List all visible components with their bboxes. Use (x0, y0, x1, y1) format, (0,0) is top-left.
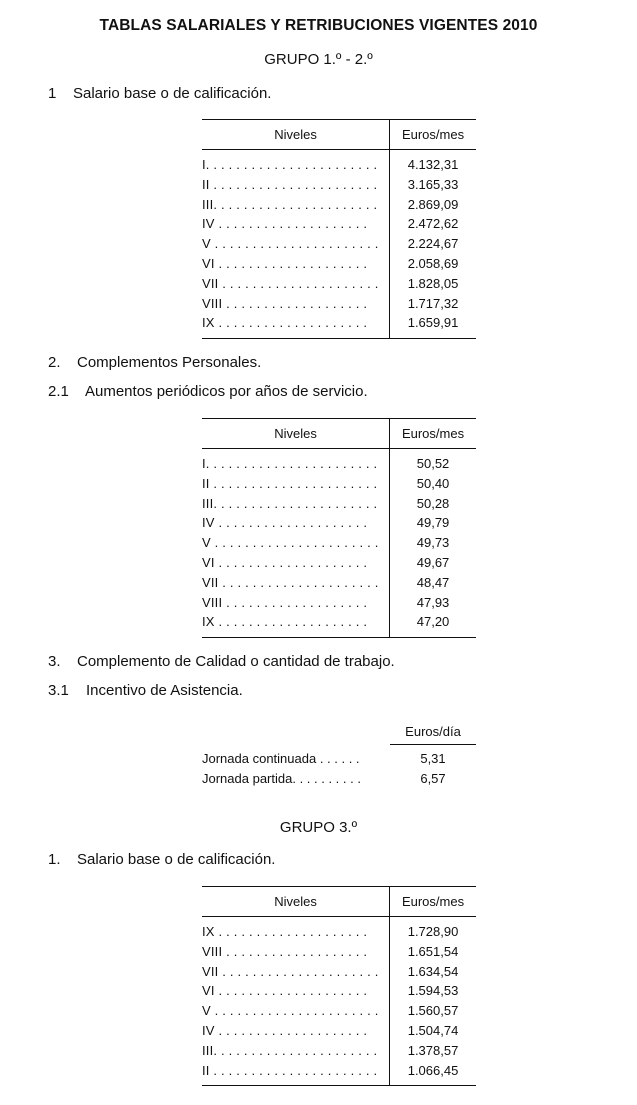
level-cell (202, 274, 390, 294)
level-label: V . . . . . . . . . . . . . . . . . . . . . . (202, 535, 379, 551)
level-cell (202, 981, 390, 1001)
amount-cell: 2.058,69 (407, 255, 459, 271)
amount-cell: 49,79 (416, 515, 450, 531)
amount-cell: 50,40 (416, 475, 450, 491)
base-salary-table-group-3 (202, 886, 476, 1086)
column-header-euros-month: Euros/mes (390, 419, 476, 449)
section-number: 2.1 (48, 383, 69, 400)
level-cell (202, 593, 390, 613)
incentive-value: 5,31 (420, 751, 446, 766)
level-label: IV . . . . . . . . . . . . . . . . . . . . (202, 515, 368, 531)
group-1-2-heading: GRUPO 1.º - 2.º (264, 51, 373, 68)
table-row (202, 234, 476, 254)
amount-cell: 47,20 (390, 612, 476, 637)
table-row (202, 1021, 476, 1041)
periodic-increase-table (202, 418, 476, 638)
table-row (202, 612, 476, 637)
table-row (202, 553, 476, 573)
section-3-heading (48, 653, 395, 670)
table-row (202, 494, 476, 514)
base-salary-table-group-1-2 (202, 119, 476, 339)
table-row (202, 294, 476, 314)
level-cell (202, 254, 390, 274)
level-label: I. . . . . . . . . . . . . . . . . . . . . . . (202, 456, 378, 471)
amount-cell: 49,73 (416, 535, 450, 551)
level-label: III. . . . . . . . . . . . . . . . . . . . . . (202, 1042, 378, 1058)
table-row (202, 593, 476, 613)
level-cell (202, 494, 390, 514)
level-label: IX . . . . . . . . . . . . . . . . . . . . (202, 924, 368, 939)
level-label: VIII . . . . . . . . . . . . . . . . . . . (202, 594, 368, 610)
level-label: VI . . . . . . . . . . . . . . . . . . . . (202, 554, 368, 570)
table-row (202, 254, 476, 274)
amount-cell: 3.165,33 (407, 176, 459, 192)
level-cell (202, 214, 390, 234)
table-row (202, 195, 476, 215)
level-label: III. . . . . . . . . . . . . . . . . . . . . . (202, 495, 378, 511)
level-label: II . . . . . . . . . . . . . . . . . . . . . . (202, 475, 378, 491)
table-row (202, 1001, 476, 1021)
incentive-value: 6,57 (420, 771, 446, 786)
table-row (202, 942, 476, 962)
level-cell (202, 294, 390, 314)
section-number: 2. (48, 354, 61, 371)
level-label: VI . . . . . . . . . . . . . . . . . . . . (202, 983, 368, 999)
level-cell (202, 1001, 390, 1021)
section-label: Aumentos periódicos por años de servicio. (85, 383, 368, 400)
table-row (202, 175, 476, 195)
table-row (202, 962, 476, 982)
level-cell (202, 533, 390, 553)
level-label: VII . . . . . . . . . . . . . . . . . . . . . (202, 963, 379, 979)
section-1-heading (48, 85, 271, 102)
table-row (202, 274, 476, 294)
level-label: VI . . . . . . . . . . . . . . . . . . . . (202, 255, 368, 271)
level-cell (202, 553, 390, 573)
level-label: VII . . . . . . . . . . . . . . . . . . . . . (202, 574, 379, 590)
level-label: II . . . . . . . . . . . . . . . . . . . . . . (202, 1062, 378, 1078)
amount-cell: 47,93 (416, 594, 450, 610)
level-cell (202, 942, 390, 962)
table-row (202, 1061, 476, 1086)
section-label: Salario base o de calificación. (77, 851, 276, 868)
level-label: VII . . . . . . . . . . . . . . . . . . . . . (202, 275, 379, 291)
level-cell (202, 150, 390, 175)
section-number: 1 (48, 85, 57, 102)
level-label: IX . . . . . . . . . . . . . . . . . . . . (202, 614, 368, 630)
section-number: 3. (48, 653, 61, 670)
section-label: Complemento de Calidad o cantidad de trabajo. (77, 653, 395, 670)
level-label: VIII . . . . . . . . . . . . . . . . . . . (202, 295, 368, 311)
level-label: IV . . . . . . . . . . . . . . . . . . . . (202, 1022, 368, 1038)
amount-cell: 1.728,90 (407, 924, 459, 939)
amount-cell: 1.594,53 (407, 983, 459, 999)
amount-cell: 1.066,45 (390, 1061, 476, 1086)
amount-cell: 50,52 (416, 456, 450, 471)
level-label: III. . . . . . . . . . . . . . . . . . . . . . (202, 196, 378, 212)
table-row (202, 214, 476, 234)
level-cell (202, 234, 390, 254)
level-label: I. . . . . . . . . . . . . . . . . . . . . . . (202, 157, 378, 172)
level-cell (202, 612, 390, 637)
level-cell (202, 962, 390, 982)
incentive-row (202, 769, 476, 795)
group-3-section-1-heading (48, 851, 275, 868)
table-row (202, 474, 476, 494)
table-row (202, 533, 476, 553)
section-3-1-heading (48, 682, 243, 699)
table-row (202, 150, 476, 175)
table-row (202, 981, 476, 1001)
amount-cell: 1.634,54 (407, 963, 459, 979)
amount-cell: 1.378,57 (407, 1042, 459, 1058)
amount-cell: 1.828,05 (407, 275, 459, 291)
column-header-levels: Niveles (202, 887, 390, 917)
amount-cell: 1.659,91 (390, 313, 476, 338)
amount-cell: 50,28 (416, 495, 450, 511)
section-number: 1. (48, 851, 61, 868)
section-2-1-heading (48, 383, 368, 400)
level-label: VIII . . . . . . . . . . . . . . . . . . . (202, 943, 368, 959)
column-header-levels: Niveles (202, 120, 390, 150)
amount-cell: 2.472,62 (407, 216, 459, 232)
group-3-heading: GRUPO 3.º (279, 819, 358, 836)
incentive-label: Jornada continuada . . . . . . (202, 751, 360, 766)
level-label: IX . . . . . . . . . . . . . . . . . . . . (202, 315, 368, 331)
level-cell (202, 1021, 390, 1041)
table-row (202, 917, 476, 942)
column-header-euros-month: Euros/mes (390, 887, 476, 917)
level-cell (202, 573, 390, 593)
section-label: Salario base o de calificación. (73, 85, 272, 102)
section-label: Incentivo de Asistencia. (86, 682, 243, 699)
level-label: II . . . . . . . . . . . . . . . . . . . . . . (202, 176, 378, 192)
table-row (202, 313, 476, 338)
amount-cell: 49,67 (416, 554, 450, 570)
amount-cell: 1.717,32 (407, 295, 459, 311)
level-label: IV . . . . . . . . . . . . . . . . . . . . (202, 216, 368, 232)
level-cell (202, 1061, 390, 1086)
column-header-levels: Niveles (202, 419, 390, 449)
amount-cell: 1.504,74 (407, 1022, 459, 1038)
level-cell (202, 474, 390, 494)
amount-cell: 4.132,31 (407, 157, 459, 172)
document-title: TABLAS SALARIALES Y RETRIBUCIONES VIGENTES 2010 (99, 17, 538, 34)
amount-cell: 2.869,09 (407, 196, 459, 212)
section-label: Complementos Personales. (77, 354, 262, 371)
table-row (202, 449, 476, 474)
level-cell (202, 313, 390, 338)
level-label: V . . . . . . . . . . . . . . . . . . . . . . (202, 1003, 379, 1019)
amount-cell: 1.560,57 (407, 1003, 459, 1019)
level-cell (202, 195, 390, 215)
table-row (202, 1041, 476, 1061)
amount-cell: 48,47 (416, 574, 450, 590)
level-cell (202, 917, 390, 942)
column-header-euros-day: Euros/día (390, 719, 476, 745)
section-number: 3.1 (48, 682, 69, 699)
section-2-heading (48, 354, 261, 371)
level-cell (202, 513, 390, 533)
level-cell (202, 175, 390, 195)
amount-cell: 1.651,54 (407, 943, 459, 959)
column-header-euros-month: Euros/mes (390, 120, 476, 150)
incentive-label: Jornada partida. . . . . . . . . . (202, 771, 361, 786)
table-row (202, 513, 476, 533)
level-cell (202, 449, 390, 474)
table-row (202, 573, 476, 593)
level-label: V . . . . . . . . . . . . . . . . . . . . . . (202, 236, 379, 252)
amount-cell: 2.224,67 (407, 236, 459, 252)
level-cell (202, 1041, 390, 1061)
